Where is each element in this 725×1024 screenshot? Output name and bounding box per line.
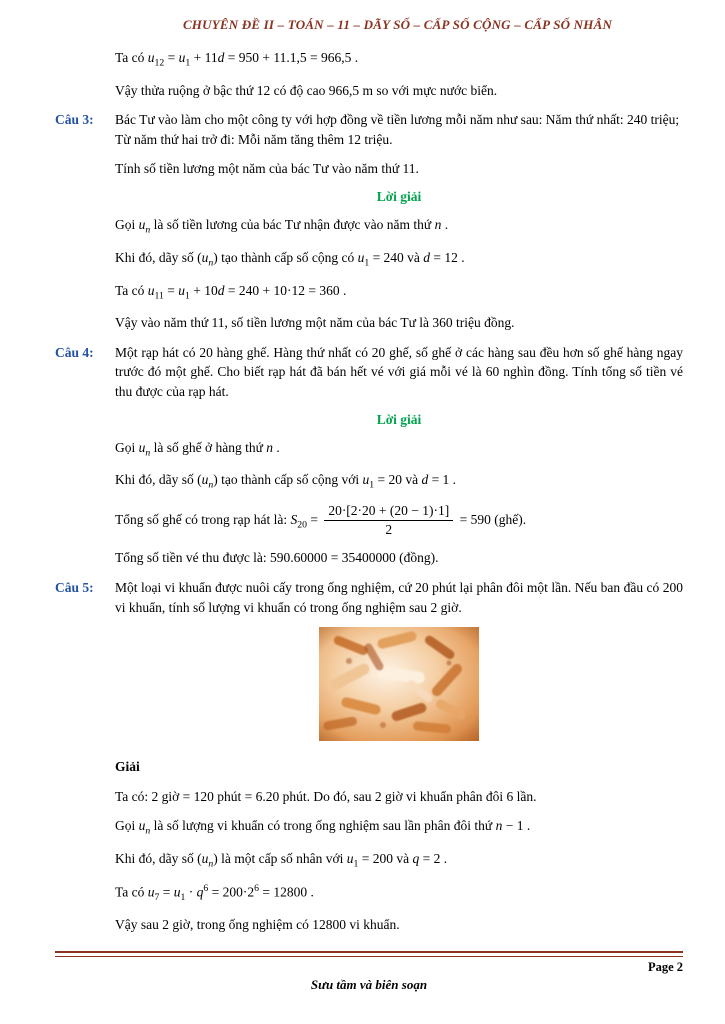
text-run: = 950 + 11.1,5 = 966,5 .	[224, 50, 359, 65]
math-token: u	[201, 851, 209, 867]
text-run: 1	[185, 290, 190, 302]
math-token: u	[201, 249, 209, 265]
cau4-total-seats-formula	[115, 503, 683, 538]
math-token: u	[147, 884, 155, 900]
math-token: n	[208, 858, 214, 870]
cau4-solution-line-4: Tổng số tiền vé thu được là: 590.60000 = 35400000 (đồng).	[115, 550, 439, 566]
solution-heading-cau3: Lời giải	[376, 189, 422, 205]
seats-fraction	[324, 503, 453, 538]
text-run: )	[213, 851, 218, 867]
text-run: (	[197, 851, 202, 867]
credit-line: Sưu tầm và biên soạn	[310, 977, 428, 992]
question-3-block	[0, 110, 725, 333]
cau4-solution-line-2	[115, 470, 683, 493]
math-token: u	[138, 439, 146, 455]
math-token: u	[357, 249, 365, 265]
text-run: =	[163, 282, 179, 298]
text-run: Tổng số ghế có trong rạp hát là:	[115, 511, 291, 527]
math-token: n	[495, 818, 503, 834]
text-run: Gọi	[115, 818, 139, 834]
text-run: (	[197, 472, 202, 488]
text-run: =	[164, 50, 179, 65]
math-token: u	[201, 472, 209, 488]
math-token: u	[138, 818, 146, 834]
cau5-solution-line-1: Ta có: 2 giờ = 120 phút = 6.20 phút. Do đó, sau 2 giờ vi khuẩn phân đôi 6 lần.	[115, 788, 537, 804]
math-token: n	[434, 217, 442, 233]
text-run: .	[441, 217, 449, 233]
math-token: u	[178, 50, 186, 65]
text-run: là một cấp số nhân với	[217, 851, 347, 867]
math-token: u	[178, 282, 186, 298]
bacteria-image-vignette	[319, 627, 479, 741]
math-token: u	[138, 217, 146, 233]
text-run: Ta có	[115, 50, 148, 65]
math-token: n	[208, 257, 214, 269]
solution-heading-cau5: Giải	[115, 759, 140, 775]
text-run: 7	[154, 892, 160, 903]
bacteria-image-row	[115, 627, 683, 745]
text-run: 11	[154, 290, 164, 302]
cau5-solution-line-2	[115, 816, 683, 839]
math-token: u	[362, 472, 370, 488]
text-run: 20	[297, 519, 307, 531]
text-run: Gọi	[115, 439, 139, 455]
math-token: S	[290, 511, 298, 527]
text-run: =	[159, 884, 174, 900]
math-token: n	[145, 447, 151, 459]
page-number: Page 2	[647, 960, 683, 974]
math-token: u	[346, 851, 354, 867]
question-5-block	[0, 578, 725, 935]
math-token: d	[217, 50, 225, 65]
math-token: n	[208, 480, 214, 492]
text-run: 12	[154, 57, 165, 69]
math-token: q	[196, 884, 204, 900]
math-token: n	[145, 224, 151, 236]
question-3-statement	[115, 110, 683, 149]
fraction-denominator: 2	[385, 522, 393, 538]
question-5-statement: Một loại vi khuẩn được nuôi cấy trong ống nghiệm, cứ 20 phút lại phân đôi một lần. Nếu ban đầu có 200 vi khuẩn, tính số lượng vi khuẩn có trong ống nghiệm sau 2 giờ.	[115, 580, 683, 615]
seats-formula-suffix: = 590 (ghế).	[456, 511, 527, 527]
math-token: n	[145, 825, 151, 837]
text-run: 6	[254, 882, 259, 894]
math-token: n	[266, 439, 274, 455]
text-run: = 12800 .	[258, 884, 314, 900]
intro-line-2: Vậy thửa ruộng ở bậc thứ 12 có độ cao 966,5 m so với mực nước biển.	[115, 82, 498, 98]
text-run: là số tiền lương của bác Tư nhận được vào năm thứ	[150, 217, 435, 233]
statement-line: Từ năm thứ hai trở đi: Mỗi năm tăng thêm 12 triệu.	[115, 131, 393, 147]
text-run: = 200 và	[358, 851, 413, 867]
text-run: = 240 + 10·12 = 360 .	[224, 282, 347, 298]
cau3-solution-line-2	[115, 248, 683, 271]
text-run: 1	[180, 892, 186, 903]
text-run: =	[306, 511, 322, 527]
question-5-label: Câu 5:	[55, 580, 94, 596]
question-4-block	[0, 343, 725, 568]
cau5-solution-line-4	[115, 882, 683, 905]
statement-line: Bác Tư vào làm cho một công ty với hợp đồng về tiền lương mỗi năm như sau: Năm thứ nhất: 240 triệu;	[115, 112, 680, 128]
text-run: tạo thành cấp số cộng với	[217, 472, 363, 488]
text-run: )	[213, 472, 218, 488]
math-token: u	[147, 50, 155, 65]
intro-line-1	[115, 48, 683, 71]
text-run: + 11	[190, 50, 218, 65]
solution-heading-cau4: Lời giải	[376, 411, 422, 427]
math-token: d	[217, 282, 225, 298]
text-run: tạo thành cấp số cộng có	[217, 249, 358, 265]
seats-formula-prefix	[115, 511, 322, 531]
cau5-solution-line-3	[115, 849, 683, 872]
question-4-statement: Một rạp hát có 20 hàng ghế. Hàng thứ nhất có 20 ghế, số ghế ở các hàng sau đều hơn số ghế hàng ngay trước đó một ghế. Cho biết rạp hát đã bán hết vé với giá mỗi vé là 60 nghìn đồng. Tính tổng số tiền vé thu được của rạp hát.	[115, 344, 683, 399]
text-run: 1	[364, 257, 370, 269]
math-token: d	[421, 472, 429, 488]
text-run: Khi đó, dãy số	[115, 249, 198, 265]
page-title: CHUYÊN ĐỀ II – TOÁN – 11 – DÃY SỐ – CẤP SỐ CỘNG – CẤP SỐ NHÂN	[182, 17, 613, 32]
page-footer	[55, 951, 683, 993]
text-run: .	[273, 439, 280, 455]
fraction-numerator: 20·[2·20 + (20 − 1)·1]	[324, 503, 453, 521]
text-run: 6	[203, 882, 209, 894]
text-run: )	[213, 249, 218, 265]
text-run: = 1 .	[428, 472, 457, 488]
cau4-solution-line-1	[115, 438, 683, 461]
text-run: = 12 .	[430, 249, 465, 265]
text-run: = 2 .	[419, 851, 448, 867]
text-run: là số ghế ở hàng thứ	[150, 439, 267, 455]
cau5-solution-line-5: Vậy sau 2 giờ, trong ống nghiệm có 12800 vi khuẩn.	[115, 917, 400, 933]
question-3-label: Câu 3:	[55, 112, 94, 128]
math-token: u	[173, 884, 181, 900]
text-run: 1	[185, 57, 191, 69]
question-3-task: Tính số tiền lương một năm của bác Tư vào năm thứ 11.	[115, 161, 419, 177]
text-run: Ta có	[115, 884, 148, 900]
text-run: Khi đó, dãy số	[115, 472, 198, 488]
text-run: = 200·2	[208, 884, 255, 900]
cau3-solution-line-4: Vậy vào năm thứ 11, số tiền lương một năm của bác Tư là 360 triệu đồng.	[115, 315, 515, 331]
text-run: + 10	[189, 282, 218, 298]
question-4-label: Câu 4:	[55, 344, 94, 360]
cau3-solution-line-1	[115, 215, 683, 238]
document-content	[0, 48, 725, 935]
text-run: Khi đó, dãy số	[115, 851, 198, 867]
text-run: là số lượng vi khuẩn có trong ống nghiệm sau lần phân đôi thứ	[150, 818, 496, 834]
math-token: u	[147, 282, 155, 298]
text-run: = 20 và	[374, 472, 422, 488]
text-run: Gọi	[115, 217, 139, 233]
bacteria-image	[319, 627, 479, 741]
text-run: ·	[185, 884, 197, 900]
cau3-solution-line-3	[115, 281, 683, 304]
math-token: d	[423, 249, 431, 265]
text-run: Ta có	[115, 282, 148, 298]
text-run: 1	[353, 858, 359, 870]
math-token: q	[412, 851, 420, 867]
text-run: − 1 .	[502, 818, 531, 834]
text-run: (	[197, 249, 202, 265]
text-run: 1	[369, 480, 375, 492]
text-run: = 240 và	[369, 249, 424, 265]
footer-rule	[55, 951, 683, 957]
